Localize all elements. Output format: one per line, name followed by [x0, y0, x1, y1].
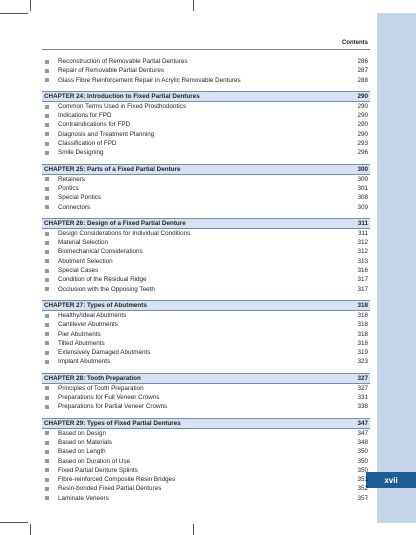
square-bullet-icon: [45, 487, 49, 491]
entry-page-number: 286: [357, 58, 368, 65]
entry-page-number: 331: [357, 394, 368, 402]
square-bullet-icon: [45, 287, 49, 291]
entry-title: Contraindications for FPD: [58, 121, 131, 129]
toc-entry[interactable]: [42, 348, 370, 357]
entry-page-number: 301: [357, 184, 368, 192]
toc-entry[interactable]: [42, 247, 370, 256]
entry-page-number: 290: [357, 112, 368, 120]
entry-page-number: 312: [357, 239, 368, 247]
chapter-heading[interactable]: [42, 164, 370, 175]
entry-title: Resin-bonded Fixed Partial Dentures: [58, 485, 162, 493]
square-bullet-icon: [45, 232, 49, 236]
entry-title: Reconstruction of Removable Partial Dentures: [58, 58, 188, 65]
square-bullet-icon: [45, 323, 49, 327]
entry-title: Special Cases: [58, 267, 99, 275]
entry-page-number: 290: [357, 130, 368, 138]
entry-page-number: 318: [357, 311, 368, 319]
chapter-page-number: 318: [357, 301, 368, 309]
entry-title: Connectors: [58, 203, 91, 211]
chapter-title: CHAPTER 29: Types of Fixed Partial Dentures: [44, 419, 181, 427]
square-bullet-icon: [45, 250, 49, 254]
entry-page-number: 316: [357, 267, 368, 275]
square-bullet-icon: [45, 351, 49, 355]
entry-page-number: 350: [357, 466, 368, 474]
toc-entry[interactable]: [42, 275, 370, 284]
toc-entry[interactable]: [42, 266, 370, 275]
square-bullet-icon: [45, 60, 49, 64]
toc-entry[interactable]: [42, 229, 370, 238]
chapter-heading[interactable]: [42, 300, 370, 311]
square-bullet-icon: [45, 496, 49, 500]
entry-title: Material Selection: [58, 239, 109, 247]
square-bullet-icon: [45, 396, 49, 400]
toc-entry[interactable]: [42, 311, 370, 320]
entry-page-number: 300: [357, 175, 368, 183]
square-bullet-icon: [45, 151, 49, 155]
square-bullet-icon: [45, 269, 49, 273]
entry-title: Pier Abutments: [58, 330, 101, 338]
toc-entry[interactable]: [42, 76, 370, 85]
toc-entry[interactable]: [42, 484, 370, 493]
chapter-page-number: 327: [357, 374, 368, 382]
running-head: Contents: [342, 40, 368, 46]
square-bullet-icon: [45, 405, 49, 409]
entry-page-number: 323: [357, 358, 368, 366]
toc-entry[interactable]: [42, 320, 370, 329]
toc-group: [42, 300, 370, 367]
entry-page-number: 327: [357, 384, 368, 392]
square-bullet-icon: [45, 450, 49, 454]
header-rule: [42, 49, 370, 50]
square-bullet-icon: [45, 278, 49, 282]
crop-mark: [30, 0, 31, 11]
entry-title: Implant Abutments: [58, 358, 111, 366]
square-bullet-icon: [45, 114, 49, 118]
square-bullet-icon: [45, 431, 49, 435]
entry-title: Laminate Veneers: [58, 494, 109, 502]
toc-entry[interactable]: [42, 438, 370, 447]
entry-title: Biomechanical Considerations: [58, 248, 143, 256]
toc-entry[interactable]: [42, 130, 370, 139]
chapter-page-number: 347: [357, 419, 368, 427]
square-bullet-icon: [45, 105, 49, 109]
entry-page-number: 338: [357, 403, 368, 411]
entry-title: Based on Materials: [58, 438, 112, 446]
entry-page-number: 290: [357, 121, 368, 129]
chapter-page-number: 300: [357, 165, 368, 173]
square-bullet-icon: [45, 177, 49, 181]
page-sidebar-band: [377, 13, 416, 523]
toc-entry[interactable]: [42, 285, 370, 294]
crop-mark: [193, 0, 194, 11]
chapter-heading[interactable]: [42, 91, 370, 102]
toc-entry[interactable]: [42, 184, 370, 193]
entry-title: Pontics: [58, 184, 79, 192]
toc-entry[interactable]: [42, 102, 370, 111]
entry-page-number: 288: [357, 76, 368, 84]
square-bullet-icon: [45, 78, 49, 82]
entry-page-number: 318: [357, 321, 368, 329]
square-bullet-icon: [45, 132, 49, 136]
square-bullet-icon: [45, 441, 49, 445]
chapter-heading[interactable]: [42, 418, 370, 429]
toc-entry[interactable]: [42, 57, 370, 66]
toc-entry[interactable]: [42, 494, 370, 503]
entry-title: Repair of Removable Partial Dentures: [58, 67, 165, 75]
entry-title: Extensively Damaged Abutments: [58, 349, 151, 357]
entry-page-number: 317: [357, 285, 368, 293]
entry-title: Based on Design: [58, 429, 106, 437]
chapter-title: CHAPTER 27: Types of Abutments: [44, 301, 147, 309]
entry-title: Fibre-reinforced Composite Resin Bridges: [58, 476, 176, 484]
toc-entry[interactable]: [42, 111, 370, 120]
crop-mark: [0, 522, 28, 523]
entry-title: Preparations for Full Veneer Crowns: [58, 394, 160, 402]
entry-title: Design Considerations for Individual Conditions: [58, 229, 191, 237]
entry-title: Based on Length: [58, 448, 106, 456]
entry-title: Occlusion with the Opposing Teeth: [58, 285, 155, 293]
toc-entry[interactable]: [42, 148, 370, 157]
chapter-title: CHAPTER 25: Parts of a Fixed Partial Denture: [44, 165, 181, 173]
entry-page-number: 308: [357, 194, 368, 202]
entry-page-number: 351: [357, 476, 368, 484]
toc-entry[interactable]: [42, 203, 370, 212]
entry-page-number: 290: [357, 102, 368, 110]
entry-title: Smile Designing: [58, 149, 104, 157]
square-bullet-icon: [45, 196, 49, 200]
crop-mark: [0, 13, 28, 14]
toc-entry[interactable]: [42, 66, 370, 75]
square-bullet-icon: [45, 478, 49, 482]
entry-page-number: 311: [357, 229, 368, 237]
entry-title: Condition of the Residual Ridge: [58, 276, 147, 284]
entry-page-number: 313: [357, 257, 368, 265]
entry-page-number: 319: [357, 349, 368, 357]
entry-title: Indications for FPD: [58, 112, 112, 120]
entry-title: Based on Duration of Use: [58, 457, 131, 465]
entry-title: Tilted Abutments: [58, 339, 105, 347]
toc-group: [42, 218, 370, 294]
entry-title: Common Terms Used in Fixed Prosthodontics: [58, 102, 186, 110]
page-number-tab: [366, 472, 416, 488]
entry-page-number: 352: [357, 485, 368, 493]
chapter-title: CHAPTER 28: Tooth Preparation: [44, 374, 141, 382]
square-bullet-icon: [45, 341, 49, 345]
toc-group: [42, 418, 370, 503]
entry-page-number: 287: [357, 67, 368, 75]
entry-page-number: 317: [357, 276, 368, 284]
entry-page-number: 348: [357, 438, 368, 446]
entry-page-number: 293: [357, 140, 368, 148]
toc-entry[interactable]: [42, 238, 370, 247]
toc-entry[interactable]: [42, 120, 370, 129]
square-bullet-icon: [45, 386, 49, 390]
entry-title: Principles of Tooth Preparation: [58, 384, 144, 392]
toc-entry[interactable]: [42, 175, 370, 184]
toc-entry[interactable]: [42, 193, 370, 202]
square-bullet-icon: [45, 459, 49, 463]
entry-page-number: 357: [357, 494, 368, 502]
square-bullet-icon: [45, 241, 49, 245]
entry-page-number: 350: [357, 448, 368, 456]
square-bullet-icon: [45, 468, 49, 472]
chapter-title: CHAPTER 26: Design of a Fixed Partial Denture: [44, 219, 186, 227]
square-bullet-icon: [45, 69, 49, 73]
entry-page-number: 318: [357, 330, 368, 338]
square-bullet-icon: [45, 332, 49, 336]
entry-title: Retainers: [58, 175, 85, 183]
chapter-heading[interactable]: [42, 218, 370, 229]
toc-entry[interactable]: [42, 393, 370, 402]
toc-entry[interactable]: [42, 475, 370, 484]
square-bullet-icon: [45, 259, 49, 263]
toc-entry[interactable]: [42, 457, 370, 466]
square-bullet-icon: [45, 314, 49, 318]
toc-group: [42, 373, 370, 412]
toc-entry[interactable]: [42, 330, 370, 339]
entry-title: Special Pontics: [58, 194, 102, 202]
chapter-heading[interactable]: [42, 373, 370, 384]
table-of-contents: [42, 57, 370, 503]
entry-page-number: 312: [357, 248, 368, 256]
square-bullet-icon: [45, 123, 49, 127]
crop-mark: [30, 524, 31, 535]
square-bullet-icon: [45, 142, 49, 146]
entry-title: Glass Fibre Reinforcement Repair in Acrylic Removable Dentures: [58, 76, 241, 84]
toc-group: [42, 164, 370, 212]
toc-entry[interactable]: [42, 402, 370, 411]
entry-page-number: 318: [357, 339, 368, 347]
entry-title: Abutment Selection: [58, 257, 113, 265]
entry-title: Diagnosis and Treatment Planning: [58, 130, 155, 138]
square-bullet-icon: [45, 205, 49, 209]
entry-page-number: 350: [357, 457, 368, 465]
toc-entry[interactable]: [42, 257, 370, 266]
chapter-page-number: 290: [357, 92, 368, 100]
entry-title: Healthy/Ideal Abutments: [58, 311, 127, 319]
entry-page-number: 347: [357, 429, 368, 437]
toc-entry[interactable]: [42, 357, 370, 366]
toc-entry[interactable]: [42, 466, 370, 475]
toc-group: [42, 91, 370, 158]
chapter-title: CHAPTER 24: Introduction to Fixed Partial Dentures: [44, 92, 200, 100]
square-bullet-icon: [45, 360, 49, 364]
entry-page-number: 296: [357, 149, 368, 157]
entry-title: Preparations for Partial Veneer Crowns: [58, 403, 168, 411]
page-number: xvii: [384, 475, 398, 485]
entry-page-number: 309: [357, 203, 368, 211]
toc-entry[interactable]: [42, 429, 370, 438]
square-bullet-icon: [45, 187, 49, 191]
toc-entry[interactable]: [42, 384, 370, 393]
crop-mark: [193, 524, 194, 535]
toc-entry[interactable]: [42, 447, 370, 456]
entry-title: Classification of FPD: [58, 140, 117, 148]
entry-title: Cantilever Abutments: [58, 321, 118, 329]
toc-entry[interactable]: [42, 339, 370, 348]
chapter-page-number: 311: [357, 219, 368, 227]
entry-title: Fixed Partial Denture Splints: [58, 466, 138, 474]
toc-group: [42, 57, 370, 85]
toc-entry[interactable]: [42, 139, 370, 148]
